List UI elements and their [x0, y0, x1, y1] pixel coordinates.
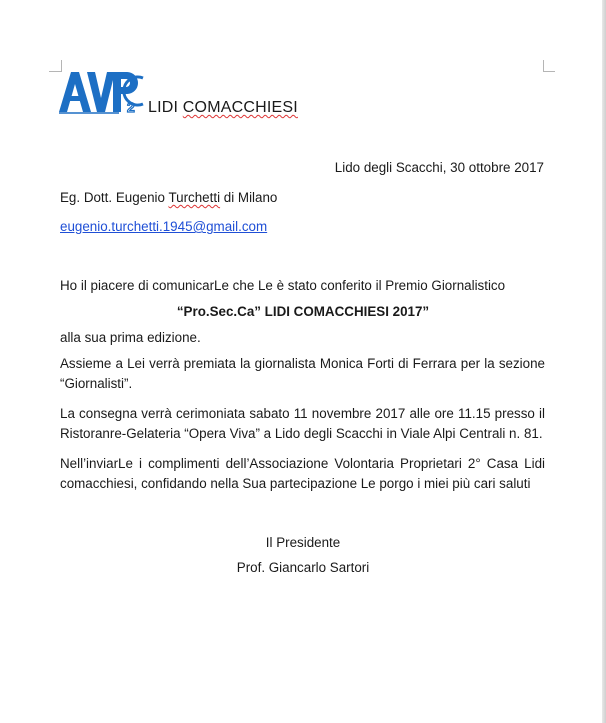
recipient-line	[60, 190, 277, 205]
ceremony-paragraph: La consegna verrà cerimoniata sabato 11 novembre 2017 alle ore 11.15 presso il Ristoranre-Gelateria “Opera Viva” a Lido degli Scacchi in Viale Alpi Centrali n. 81.	[60, 406, 545, 441]
edition-line: alla sua prima edizione.	[60, 330, 201, 345]
recipient-email-link[interactable]: eugenio.turchetti.1945@gmail.com	[60, 219, 268, 234]
coawardee-paragraph: Assieme a Lei verrà premiata la giornalista Monica Forti di Ferrara per la sezione “Giornalisti”.	[60, 356, 545, 391]
association-logo	[57, 66, 147, 116]
letter-date: Lido degli Scacchi, 30 ottobre 2017	[334, 160, 544, 175]
award-title: “Pro.Sec.Ca” LIDI COMACCHIESI 2017”	[176, 304, 430, 319]
org-name-prefix: LIDI	[148, 99, 183, 116]
recipient-suffix: di Milano	[220, 190, 278, 205]
org-name	[148, 99, 298, 117]
signature-name: Prof. Giancarlo Sartori	[236, 560, 370, 575]
page-edge	[602, 0, 606, 723]
closing-paragraph: Nell’inviarLe i complimenti dell’Associazione Volontaria Proprietari 2° Casa Lidi comacchiesi, confidando nella Sua partecipazione Le porgo i miei più cari saluti	[60, 456, 545, 491]
recipient-prefix: Eg. Dott. Eugenio	[60, 190, 169, 205]
intro-paragraph: Ho il piacere di comunicarLe che Le è stato conferito il Premio Giornalistico	[60, 278, 506, 293]
crop-mark-top-right-h	[543, 71, 555, 72]
recipient-surname: Turchetti	[168, 190, 221, 205]
org-name-word: COMACCHIESI	[182, 99, 298, 116]
svg-text:2: 2	[127, 99, 135, 115]
signature-role: Il Presidente	[265, 535, 341, 550]
